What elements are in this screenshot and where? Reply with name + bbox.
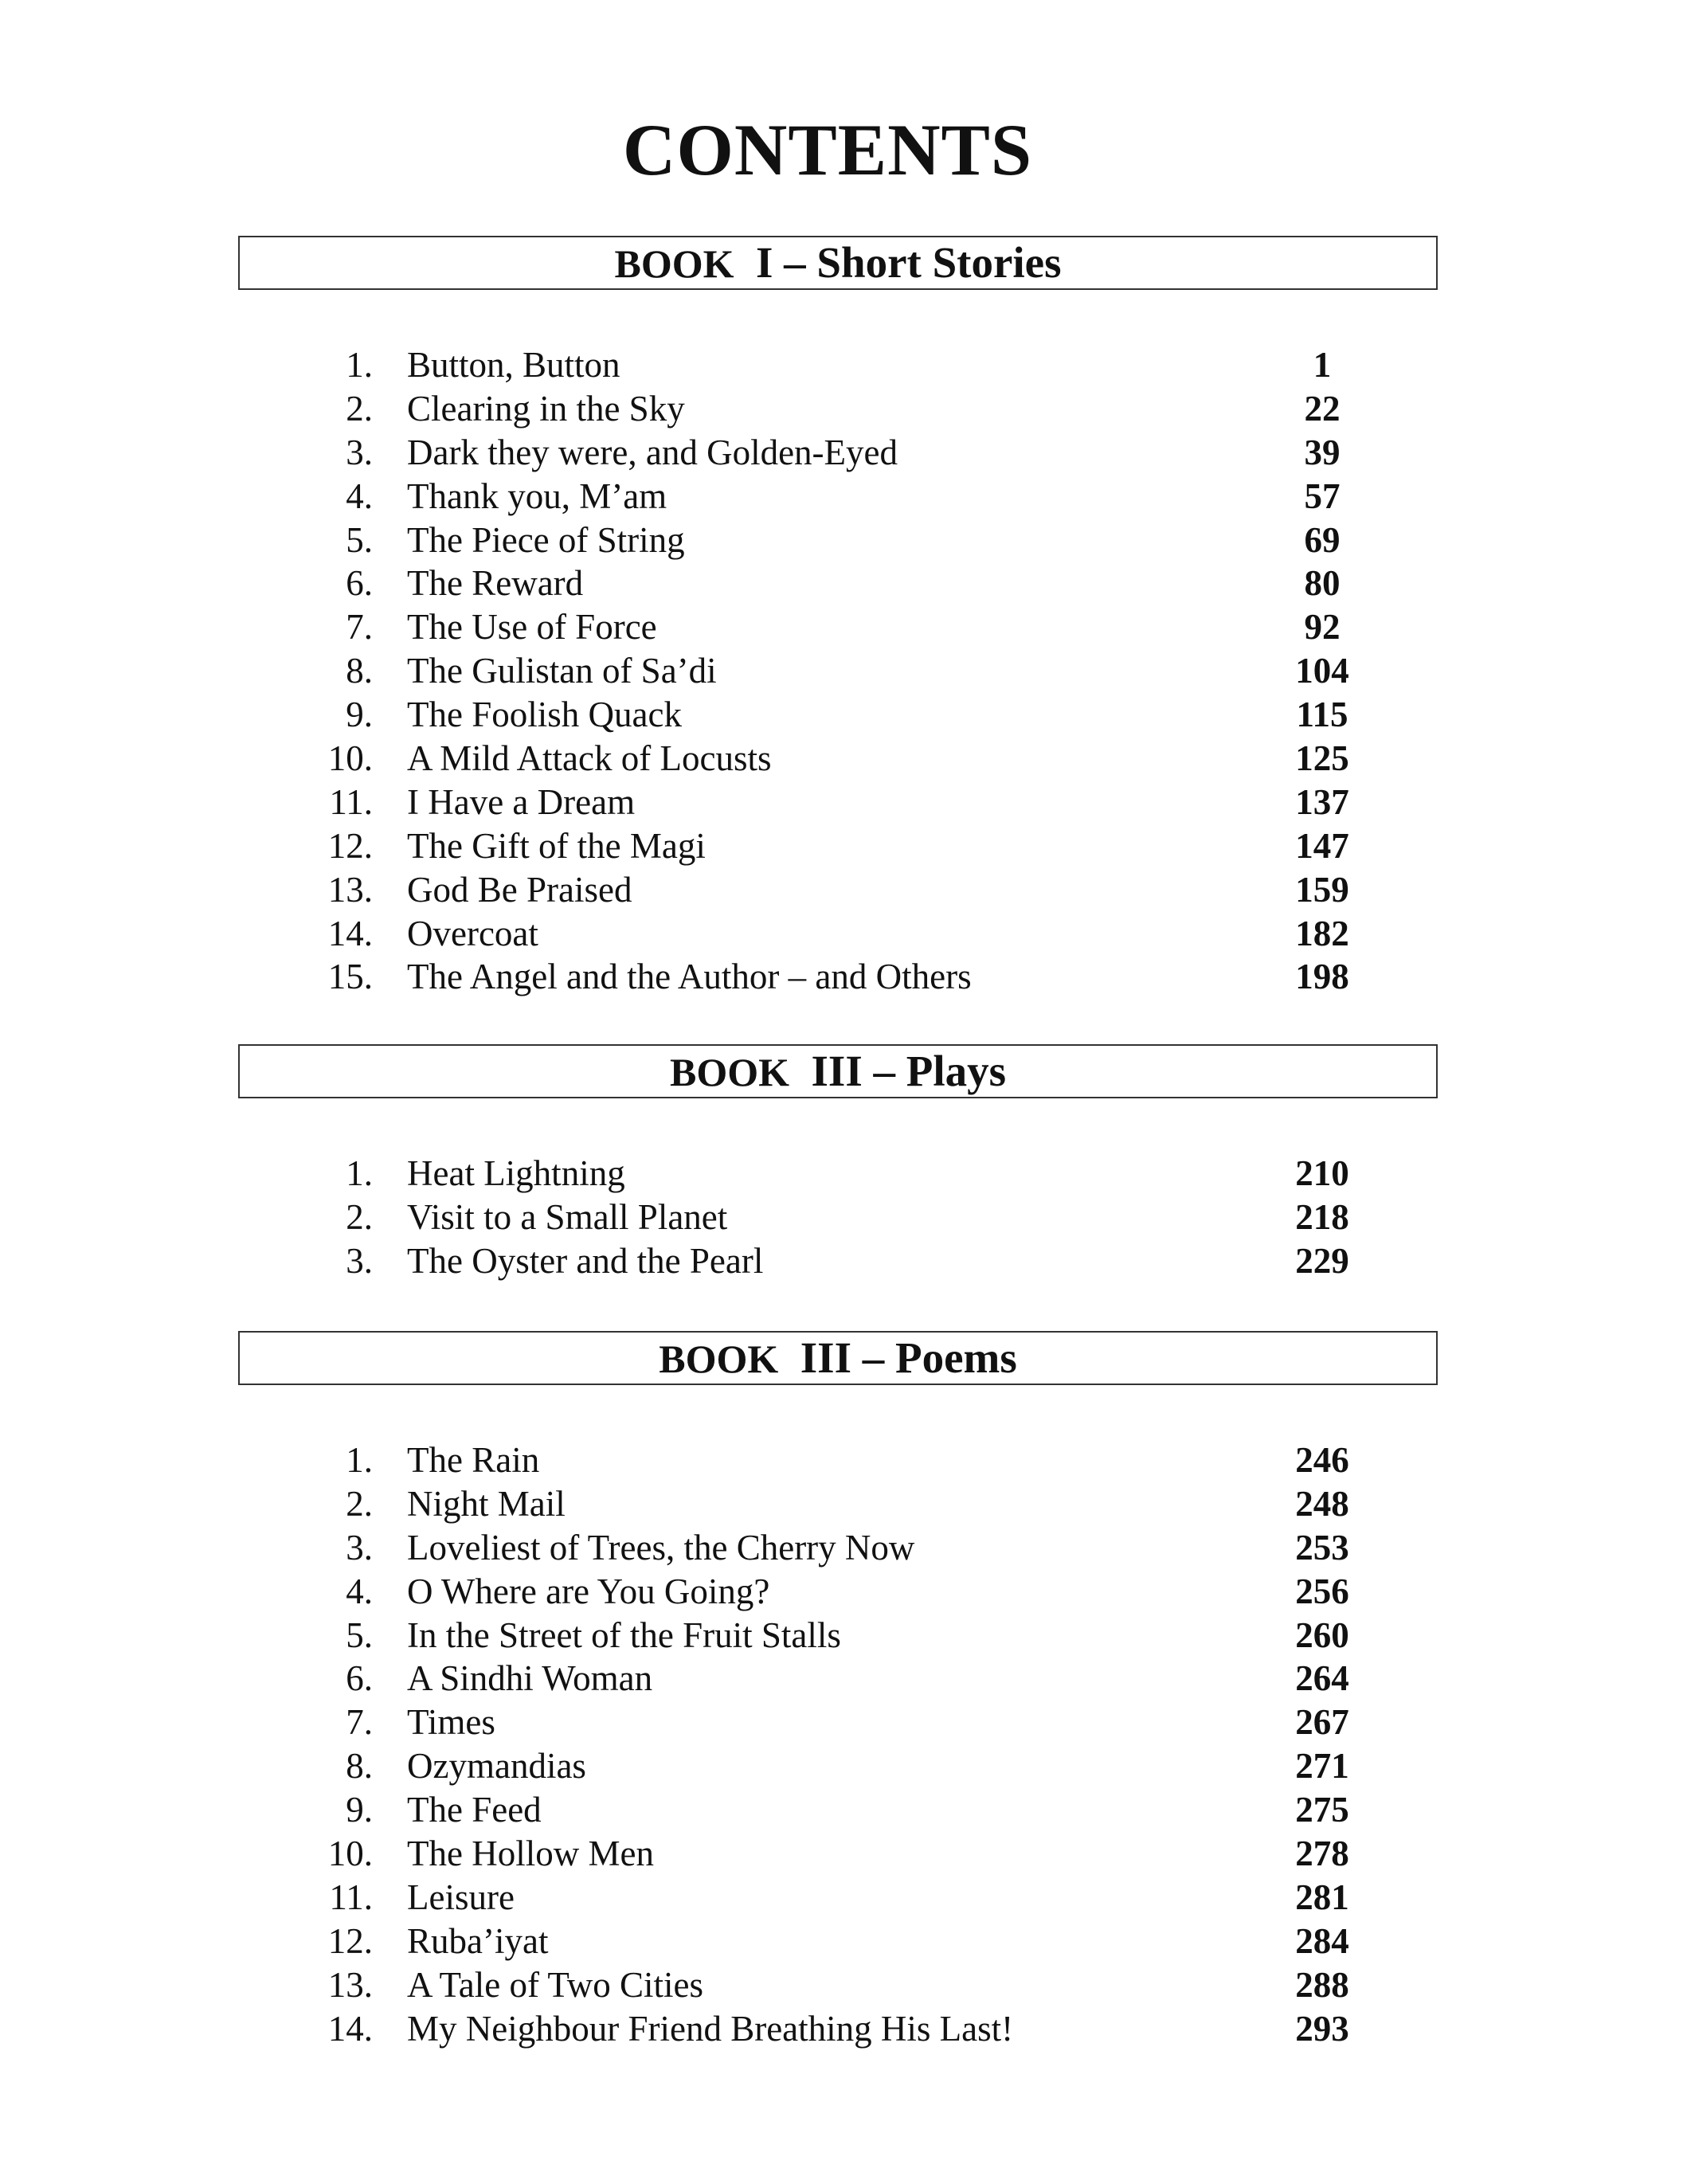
entry-number: 5. (346, 1615, 373, 1655)
page-title: CONTENTS (622, 109, 1033, 190)
entry-title: Loveliest of Trees, the Cherry Now (407, 1527, 915, 1568)
entry-number: 12. (327, 1920, 373, 1961)
entry-page-number: 125 (1295, 738, 1349, 779)
toc-entry (0, 519, 1687, 562)
entry-page-number: 159 (1295, 869, 1349, 910)
entry-number: 14. (327, 913, 373, 953)
entry-page-number: 253 (1295, 1527, 1349, 1568)
entry-number: 10. (327, 1834, 373, 1874)
entry-page-number: 57 (1304, 476, 1341, 516)
entry-title: The Piece of String (407, 519, 685, 560)
toc-entry (0, 955, 1687, 999)
entry-page-number: 275 (1295, 1790, 1349, 1830)
entry-title: Leisure (407, 1877, 515, 1917)
entry-page-number: 281 (1295, 1877, 1349, 1917)
entry-number: 3. (346, 1527, 373, 1568)
section-book-name: – Poems (862, 1333, 1017, 1382)
section-header-poems (238, 1331, 1438, 1385)
toc-entry (0, 431, 1687, 475)
toc-entry (0, 1614, 1687, 1658)
entry-page-number: 260 (1295, 1615, 1349, 1655)
entry-number: 13. (327, 1964, 373, 2005)
toc-entry (0, 1570, 1687, 1614)
entry-page-number: 218 (1295, 1196, 1349, 1237)
toc-entry (0, 605, 1687, 649)
entry-number: 2. (346, 1196, 373, 1237)
entry-number: 12. (327, 825, 373, 866)
entry-title: The Rain (407, 1440, 540, 1480)
toc-entry (0, 387, 1687, 431)
entry-number: 8. (346, 1746, 373, 1787)
entry-page-number: 284 (1295, 1920, 1349, 1961)
entry-number: 9. (346, 695, 373, 735)
toc-entry (0, 475, 1687, 519)
toc-entry (0, 1920, 1687, 1963)
entry-page-number: 264 (1295, 1658, 1349, 1699)
entry-page-number: 115 (1296, 695, 1348, 735)
section-book-number: III (800, 1333, 851, 1382)
entry-page-number: 1 (1313, 345, 1332, 385)
entry-page-number: 256 (1295, 1571, 1349, 1611)
entry-title: I Have a Dream (407, 781, 636, 822)
entry-number: 8. (346, 651, 373, 691)
toc-entry (0, 1526, 1687, 1570)
entry-title: Overcoat (407, 913, 538, 953)
entry-title: Dark they were, and Golden-Eyed (407, 432, 898, 472)
entry-title: Ruba’iyat (407, 1920, 549, 1961)
entry-title: The Gulistan of Sa’di (407, 651, 717, 691)
toc-entry (0, 649, 1687, 693)
entry-number: 2. (346, 388, 373, 429)
section-book-name: – Short Stories (784, 238, 1062, 287)
entry-page-number: 271 (1295, 1746, 1349, 1787)
entry-number: 4. (346, 476, 373, 516)
entry-number: 14. (327, 2008, 373, 2049)
entry-number: 1. (346, 1440, 373, 1480)
entry-number: 1. (346, 345, 373, 385)
entry-page-number: 137 (1295, 781, 1349, 822)
entry-title: The Oyster and the Pearl (407, 1240, 764, 1281)
entry-number: 2. (346, 1483, 373, 1524)
toc-entry (0, 781, 1687, 824)
toc-entry (0, 912, 1687, 956)
entry-title: Night Mail (407, 1483, 566, 1524)
entry-number: 5. (346, 519, 373, 560)
section-list-short-stories (0, 343, 1687, 999)
entry-title: The Hollow Men (407, 1834, 654, 1874)
section-header-plays (238, 1044, 1438, 1098)
entry-page-number: 288 (1295, 1964, 1349, 2005)
entry-page-number: 147 (1295, 825, 1349, 866)
section-book-name: – Plays (873, 1047, 1007, 1095)
entry-page-number: 22 (1304, 388, 1341, 429)
entry-page-number: 293 (1295, 2008, 1349, 2049)
toc-entry (0, 1963, 1687, 2007)
toc-entry (0, 562, 1687, 605)
entry-number: 6. (346, 1658, 373, 1699)
entry-number: 11. (329, 781, 373, 822)
entry-title: In the Street of the Fruit Stalls (407, 1615, 841, 1655)
entry-title: The Angel and the Author – and Others (407, 957, 972, 997)
entry-number: 11. (329, 1877, 373, 1917)
entry-number: 9. (346, 1790, 373, 1830)
entry-page-number: 104 (1295, 651, 1349, 691)
entry-page-number: 80 (1304, 563, 1341, 604)
entry-number: 3. (346, 432, 373, 472)
toc-entry (0, 737, 1687, 781)
section-book-label: BOOK (669, 1050, 790, 1094)
section-book-label: BOOK (614, 241, 734, 286)
toc-entry (0, 1744, 1687, 1788)
entry-title: God Be Praised (407, 869, 632, 910)
entry-title: A Mild Attack of Locusts (407, 738, 772, 779)
entry-number: 7. (346, 607, 373, 648)
entry-title: The Reward (407, 563, 584, 604)
entry-page-number: 248 (1295, 1483, 1349, 1524)
toc-entry (0, 2007, 1687, 2051)
entry-number: 4. (346, 1571, 373, 1611)
section-book-label: BOOK (659, 1337, 779, 1381)
entry-page-number: 92 (1304, 607, 1341, 648)
entry-page-number: 198 (1295, 957, 1349, 997)
entry-page-number: 210 (1295, 1153, 1349, 1193)
entry-title: A Sindhi Woman (407, 1658, 653, 1699)
entry-title: My Neighbour Friend Breathing His Last! (407, 2008, 1014, 2049)
toc-entry (0, 1196, 1687, 1239)
section-header-short-stories (238, 236, 1438, 290)
toc-entry (0, 693, 1687, 737)
entry-page-number: 182 (1295, 913, 1349, 953)
toc-entry (0, 1832, 1687, 1876)
section-book-number: III (811, 1047, 863, 1095)
section-book-number: I (756, 238, 773, 287)
entry-number: 15. (327, 957, 373, 997)
entry-title: Ozymandias (407, 1746, 586, 1787)
entry-title: The Foolish Quack (407, 695, 682, 735)
section-list-plays (0, 1152, 1687, 1283)
entry-title: The Feed (407, 1790, 542, 1830)
entry-number: 3. (346, 1240, 373, 1281)
entry-title: O Where are You Going? (407, 1571, 770, 1611)
entry-title: Times (407, 1702, 495, 1743)
entry-title: The Gift of the Magi (407, 825, 706, 866)
entry-number: 7. (346, 1702, 373, 1743)
toc-entry (0, 1657, 1687, 1701)
entry-title: Clearing in the Sky (407, 388, 685, 429)
entry-title: Thank you, M’am (407, 476, 667, 516)
toc-entry (0, 1876, 1687, 1920)
entry-title: The Use of Force (407, 607, 657, 648)
entry-page-number: 278 (1295, 1834, 1349, 1874)
entry-page-number: 69 (1304, 519, 1341, 560)
toc-entry (0, 1239, 1687, 1283)
toc-entry (0, 1788, 1687, 1832)
entry-number: 1. (346, 1153, 373, 1193)
toc-entry (0, 1482, 1687, 1526)
entry-page-number: 39 (1304, 432, 1341, 472)
toc-entry (0, 1701, 1687, 1744)
entry-page-number: 229 (1295, 1240, 1349, 1281)
toc-entry (0, 1152, 1687, 1196)
entry-page-number: 246 (1295, 1440, 1349, 1480)
entry-page-number: 267 (1295, 1702, 1349, 1743)
entry-title: Visit to a Small Planet (407, 1196, 728, 1237)
entry-title: Heat Lightning (407, 1153, 625, 1193)
toc-entry (0, 868, 1687, 912)
entry-number: 6. (346, 563, 373, 604)
entry-number: 10. (327, 738, 373, 779)
entry-title: A Tale of Two Cities (407, 1964, 704, 2005)
entry-title: Button, Button (407, 345, 620, 385)
toc-entry (0, 343, 1687, 387)
toc-entry (0, 1438, 1687, 1482)
entry-number: 13. (327, 869, 373, 910)
section-list-poems (0, 1438, 1687, 2050)
toc-entry (0, 824, 1687, 868)
